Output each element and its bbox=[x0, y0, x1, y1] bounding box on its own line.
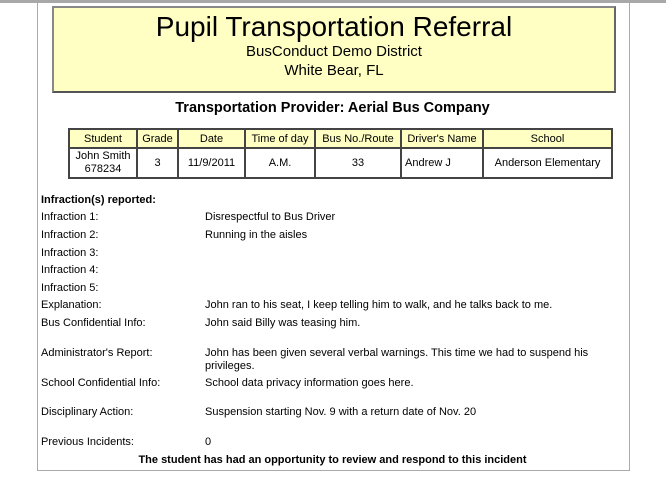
student-name: John Smith bbox=[75, 150, 131, 162]
field-label: Infraction 1: bbox=[41, 211, 99, 223]
header-box bbox=[52, 6, 616, 93]
cell-bus: 33 bbox=[315, 148, 401, 178]
field-label: Explanation: bbox=[41, 299, 102, 311]
field-value: John ran to his seat, I keep telling him to walk, and he talks back to me. bbox=[205, 299, 553, 311]
field-value: School data privacy information goes here. bbox=[205, 377, 414, 389]
field-value: Suspension starting Nov. 9 with a return date of Nov. 20 bbox=[205, 406, 477, 418]
table-row bbox=[69, 148, 612, 178]
review-statement: The student has had an opportunity to review and respond to this incident bbox=[138, 454, 527, 466]
cell-grade: 3 bbox=[137, 148, 178, 178]
field-label: Disciplinary Action: bbox=[41, 406, 134, 418]
field-label: Administrator's Report: bbox=[41, 347, 153, 359]
col-date: Date bbox=[178, 129, 245, 148]
field-label: School Confidential Info: bbox=[41, 377, 161, 389]
col-grade: Grade bbox=[137, 129, 178, 148]
field-label: Previous Incidents: bbox=[41, 436, 134, 448]
cell-date: 11/9/2011 bbox=[178, 148, 245, 178]
col-school: School bbox=[483, 129, 612, 148]
field-value: Running in the aisles bbox=[205, 229, 308, 241]
field-value: John said Billy was teasing him. bbox=[205, 317, 361, 329]
transportation-provider: Transportation Provider: Aerial Bus Company bbox=[175, 100, 490, 116]
district-name: BusConduct Demo District bbox=[246, 43, 422, 60]
cell-driver: Andrew J bbox=[401, 148, 483, 178]
col-bus: Bus No./Route bbox=[315, 129, 401, 148]
field-value: John has been given several verbal warnings. This time we had to suspend his privileges. bbox=[205, 347, 589, 372]
cell-time: A.M. bbox=[245, 148, 315, 178]
field-label: Infraction 5: bbox=[41, 282, 99, 294]
cell-school: Anderson Elementary bbox=[483, 148, 612, 178]
col-time: Time of day bbox=[245, 129, 315, 148]
referral-table bbox=[68, 128, 613, 179]
col-driver: Driver's Name bbox=[401, 129, 483, 148]
field-label: Infraction 2: bbox=[41, 229, 99, 241]
district-location: White Bear, FL bbox=[284, 62, 384, 79]
field-value: Disrespectful to Bus Driver bbox=[205, 211, 336, 223]
student-id: 678234 bbox=[84, 163, 122, 175]
infractions-heading: Infraction(s) reported: bbox=[41, 194, 156, 206]
cell-student bbox=[69, 148, 137, 178]
page-title: Pupil Transportation Referral bbox=[155, 11, 513, 42]
table-header-row bbox=[69, 129, 612, 148]
field-value: 0 bbox=[205, 436, 212, 448]
field-label: Infraction 4: bbox=[41, 264, 99, 276]
col-student: Student bbox=[69, 129, 137, 148]
field-label: Infraction 3: bbox=[41, 247, 99, 259]
field-label: Bus Confidential Info: bbox=[41, 317, 146, 329]
